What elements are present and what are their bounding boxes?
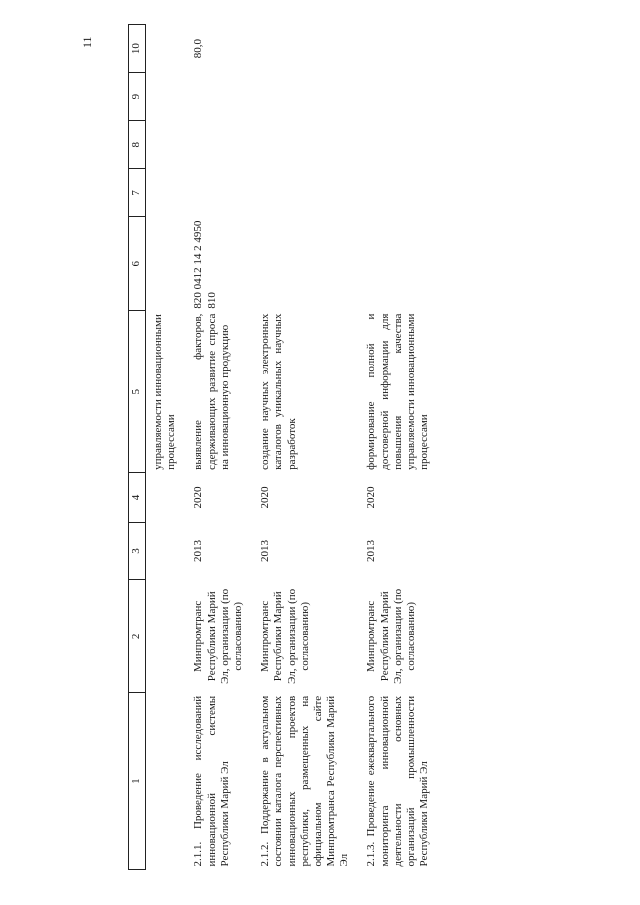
header-cell-7: 7 (129, 169, 146, 217)
start-year-cell: 2013 (365, 539, 378, 562)
header-row (129, 25, 146, 870)
header-cell-4: 4 (129, 473, 146, 522)
program-measures-table (128, 24, 433, 870)
measure-cell: 2.1.3. Проведение ежеквартального мониторинга инновационной деятельности основных организаций промышленности Республики Марий Эл (365, 695, 431, 867)
col8-cell (353, 121, 433, 169)
header-cell-5: 5 (129, 311, 146, 473)
budget-code-cell (247, 217, 353, 311)
start-year-cell: 2013 (192, 539, 205, 562)
result-cell: формирование полной и достоверной информации для повышения качества управляемости инновационными процессами (365, 313, 431, 470)
header-cell-6: 6 (129, 217, 146, 311)
executor-cell: Минпромтранс Республики Марий Эл, организации (по согласованию) (192, 588, 244, 684)
end-year-cell: 2020 (365, 486, 378, 509)
start-year-cell: 2013 (259, 539, 272, 562)
header-cell-9: 9 (129, 73, 146, 121)
result-cell: выявление факторов, сдерживающих развитие спроса на инновационную продукцию (192, 313, 231, 470)
table-row (180, 25, 247, 870)
col7-cell (353, 169, 433, 217)
header-cell-3: 3 (129, 522, 146, 580)
col7-cell (247, 169, 353, 217)
header-cell-10: 10 (129, 25, 146, 73)
measure-cell: 2.1.1. Проведение исследований инновационной системы Республики Марий Эл (192, 695, 231, 867)
budget-code-cell: 820 0412 14 2 4950 810 (192, 220, 218, 309)
col9-cell (353, 73, 433, 121)
executor-cell: Минпромтранс Республики Марий Эл, организации (по согласованию) (259, 588, 311, 684)
end-year-cell: 2020 (259, 486, 272, 509)
page-number: 11 (80, 36, 94, 48)
measure-cell: 2.1.2. Поддержание в актуальном состоянии каталога перспективных инновационных проектов республики, размещенных на официальном сайте Минпромтранса Республики Марий Эл (259, 695, 351, 867)
header-cell-8: 8 (129, 121, 146, 169)
header-cell-2: 2 (129, 580, 146, 693)
col8-cell (247, 121, 353, 169)
table-row (247, 25, 353, 870)
col9-cell (247, 73, 353, 121)
table-row (353, 25, 433, 870)
budget-code-cell (353, 217, 433, 311)
amount-cell: 80,0 (192, 38, 205, 59)
col8-cell (180, 121, 247, 169)
amount-cell (247, 25, 353, 73)
end-year-cell: 2020 (192, 486, 205, 509)
amount-cell (353, 25, 433, 73)
col7-cell (180, 169, 247, 217)
rotated-table-sheet (128, 24, 630, 870)
header-cell-1: 1 (129, 693, 146, 870)
col9-cell (180, 73, 247, 121)
continuation-row (146, 25, 181, 870)
result-cell: создание научных электронных каталогов уникальных научных разработок (259, 313, 298, 470)
continuation-text: управляемости инновационными процессами (152, 314, 178, 470)
executor-cell: Минпромтранс Республики Марий Эл, организации (по согласованию) (365, 588, 417, 684)
